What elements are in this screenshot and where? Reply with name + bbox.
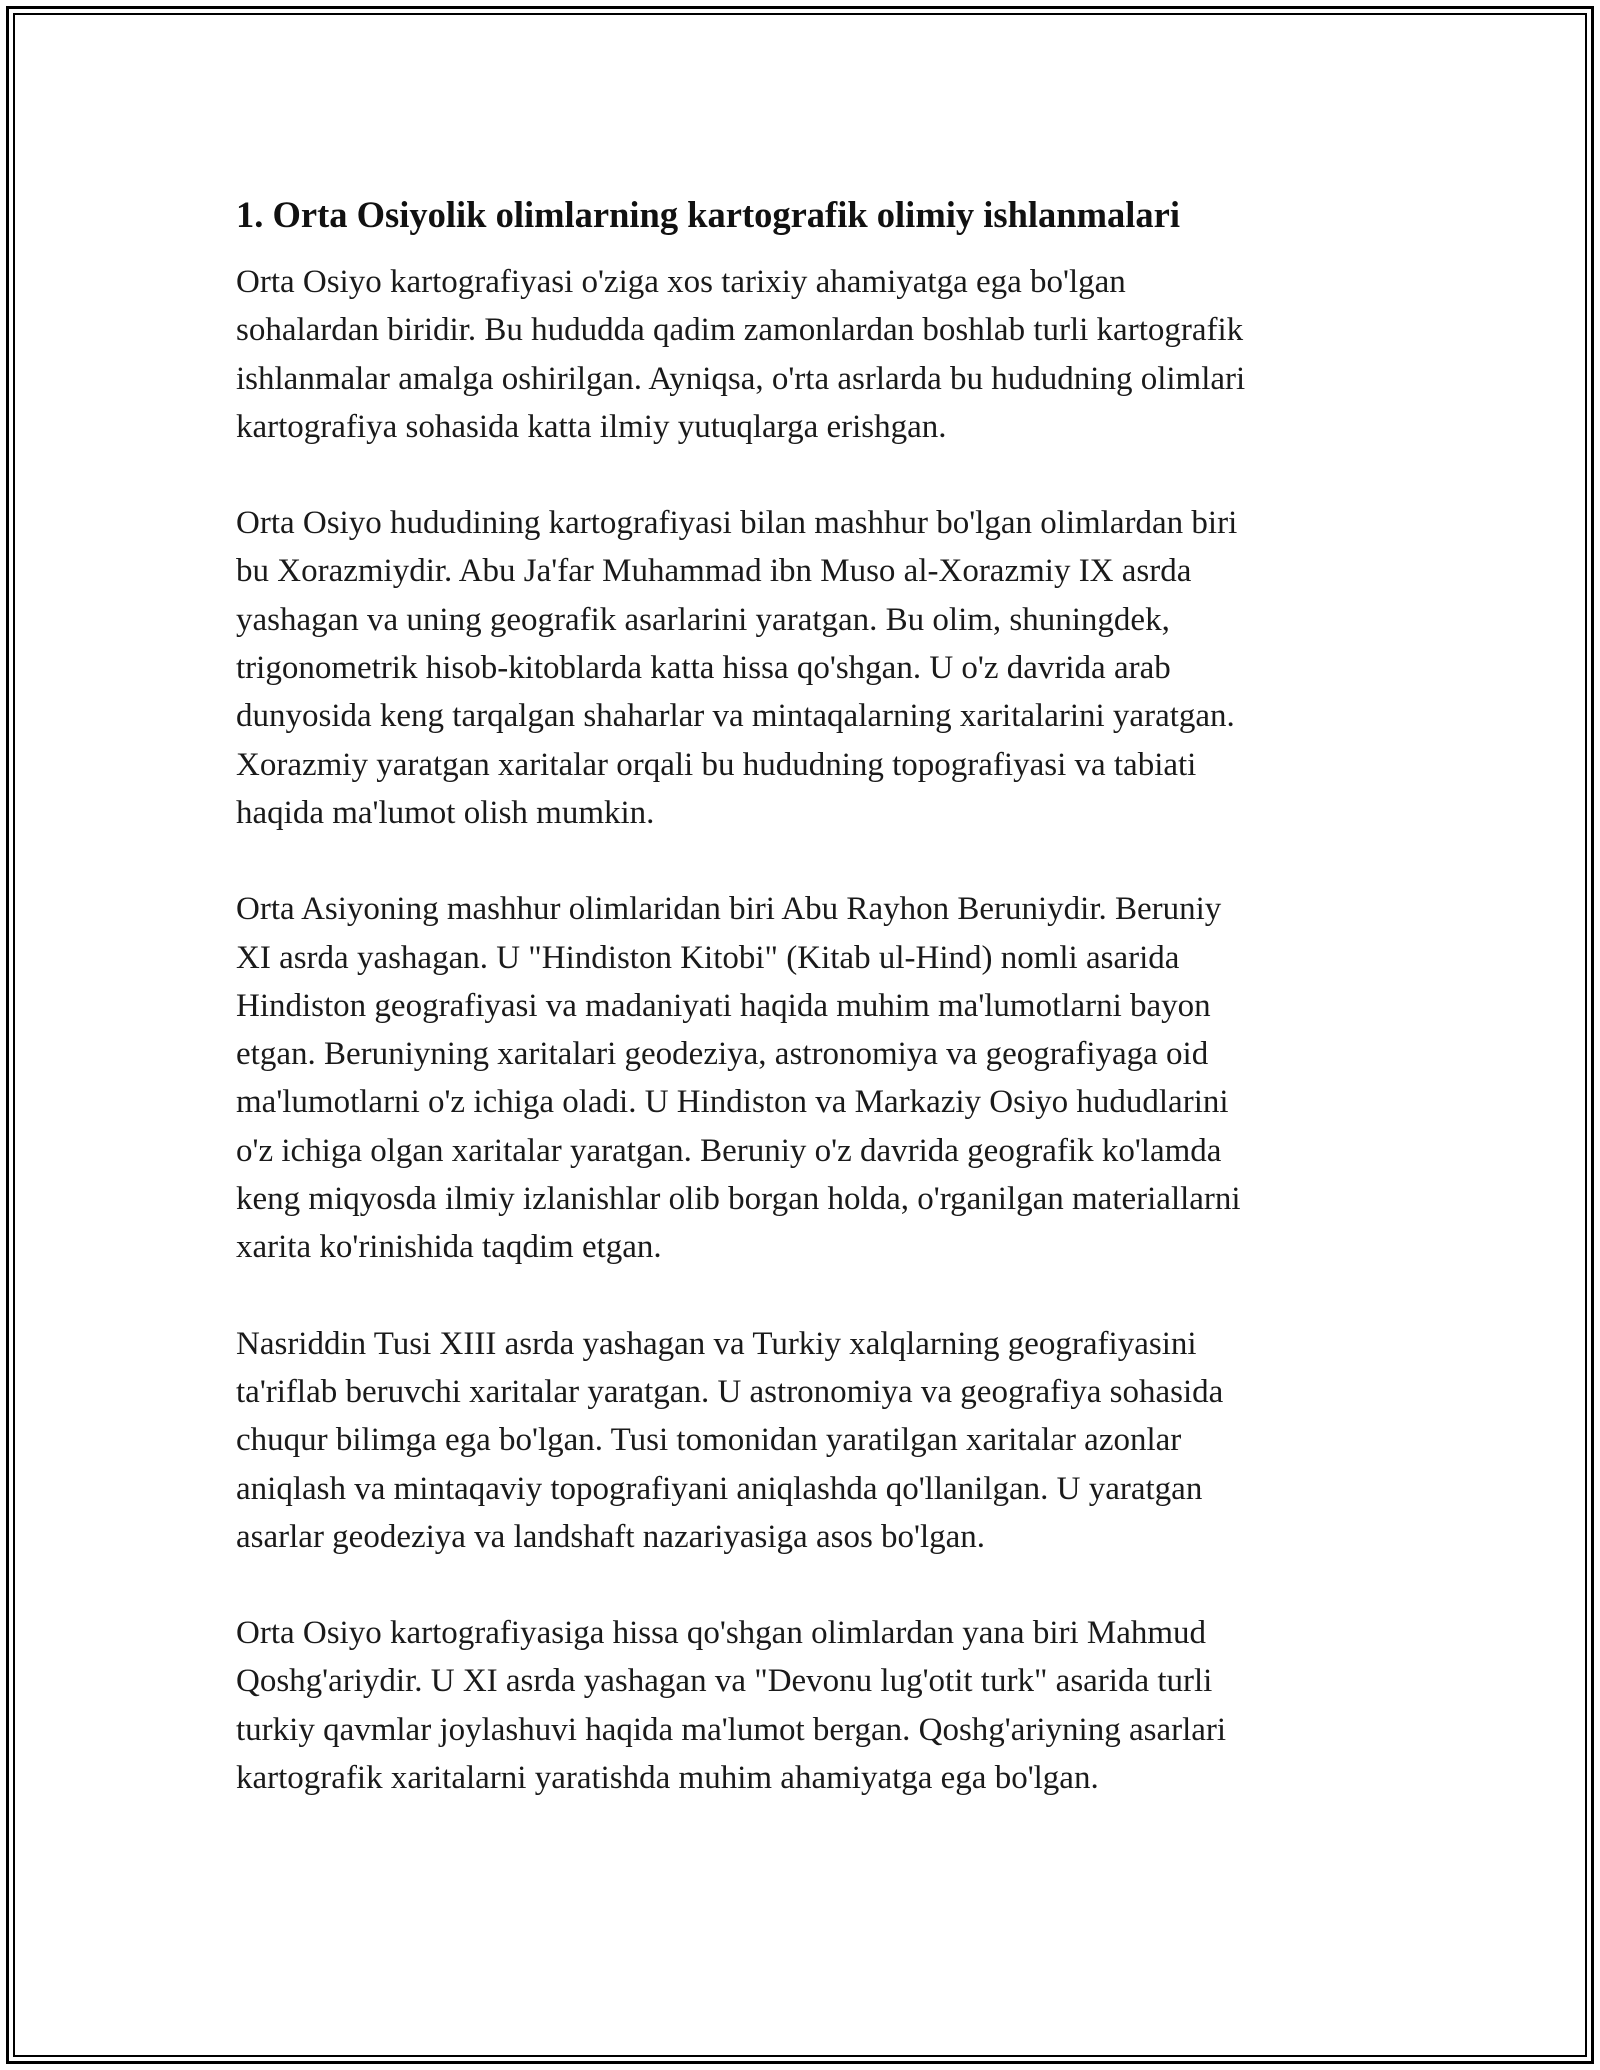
text-line: Orta Osiyo kartografiyasiga hissa qo'shgan olimlardan yana biri Mahmud xyxy=(236,1615,1207,1652)
text-line: XI asrda yashagan. U "Hindiston Kitobi" (Kitab ul-Hind) nomli asarida xyxy=(236,939,1180,976)
text-line: yashagan va uning geografik asarlarini yaratgan. Bu olim, shuningdek, xyxy=(236,601,1170,638)
text-line: bu Xorazmiydir. Abu Ja'far Muhammad ibn Muso al-Xorazmiy IX asrda xyxy=(236,553,1192,590)
text-line: Nasriddin Tusi XIII asrda yashagan va Turkiy xalqlarning geografiyasini xyxy=(236,1325,1197,1362)
text-line: ma'lumotlarni o'z ichiga oladi. U Hindiston va Markaziy Osiyo hududlarini xyxy=(236,1084,1229,1121)
text-line: turkiy qavmlar joylashuvi haqida ma'lumot bergan. Qoshg'ariyning asarlari xyxy=(236,1711,1227,1748)
text-line: Xorazmiy yaratgan xaritalar orqali bu hududning topografiyasi va tabiati xyxy=(236,746,1197,783)
text-line: kartografik xaritalarni yaratishda muhim ahamiyatga ega bo'lgan. xyxy=(236,1760,1099,1797)
text-line: haqida ma'lumot olish mumkin. xyxy=(236,794,655,831)
paragraph xyxy=(236,1609,1376,1802)
text-line: xarita ko'rinishida taqdim etgan. xyxy=(236,1229,662,1266)
text-line: kartografiya sohasida katta ilmiy yutuqlarga erishgan. xyxy=(236,408,947,445)
text-line: chuqur bilimga ega bo'lgan. Tusi tomonidan yaratilgan xaritalar azonlar xyxy=(236,1422,1182,1459)
paragraph xyxy=(236,499,1376,837)
text-line: o'z ichiga olgan xaritalar yaratgan. Beruniy o'z davrida geografik ko'lamda xyxy=(236,1132,1222,1169)
paragraph xyxy=(236,258,1376,451)
text-line: ishlanmalar amalga oshirilgan. Ayniqsa, o'rta asrlarda bu hududning olimlari xyxy=(236,360,1246,397)
text-line: keng miqyosda ilmiy izlanishlar olib borgan holda, o'rganilgan materiallarni xyxy=(236,1181,1241,1218)
text-line: aniqlash va mintaqaviy topografiyani aniqlashda qo'llanilgan. U yaratgan xyxy=(236,1470,1203,1507)
document-title: 1. Orta Osiyolik olimlarning kartografik olimiy ishlanmalari xyxy=(236,194,1180,235)
text-line: sohalardan biridir. Bu hududda qadim zamonlardan boshlab turli kartografik xyxy=(236,312,1244,349)
text-line: Qoshg'ariydir. U XI asrda yashagan va "Devonu lug'otit turk" asarida turli xyxy=(236,1663,1213,1700)
paragraph xyxy=(236,1320,1376,1561)
document-body xyxy=(236,186,1376,1802)
text-line: trigonometrik hisob-kitoblarda katta hissa qo'shgan. U o'z davrida arab xyxy=(236,650,1171,687)
text-line: etgan. Beruniyning xaritalari geodeziya, astronomiya va geografiyaga oid xyxy=(236,1036,1209,1073)
text-line: ta'riflab beruvchi xaritalar yaratgan. U astronomiya va geografiya sohasida xyxy=(236,1373,1224,1410)
text-line: dunyosida keng tarqalgan shaharlar va mintaqalarning xaritalarini yaratgan. xyxy=(236,698,1235,735)
paragraph xyxy=(236,885,1376,1271)
text-line: Orta Osiyo hududining kartografiyasi bilan mashhur bo'lgan olimlardan biri xyxy=(236,505,1238,542)
text-line: Orta Osiyo kartografiyasi o'ziga xos tarixiy ahamiyatga ega bo'lgan xyxy=(236,264,1126,300)
text-line: asarlar geodeziya va landshaft nazariyasiga asos bo'lgan. xyxy=(236,1518,986,1555)
text-line: Orta Asiyoning mashhur olimlaridan biri Abu Rayhon Beruniydir. Beruniy xyxy=(236,891,1222,928)
text-line: Hindiston geografiyasi va madaniyati haqida muhim ma'lumotlarni bayon xyxy=(236,987,1211,1024)
